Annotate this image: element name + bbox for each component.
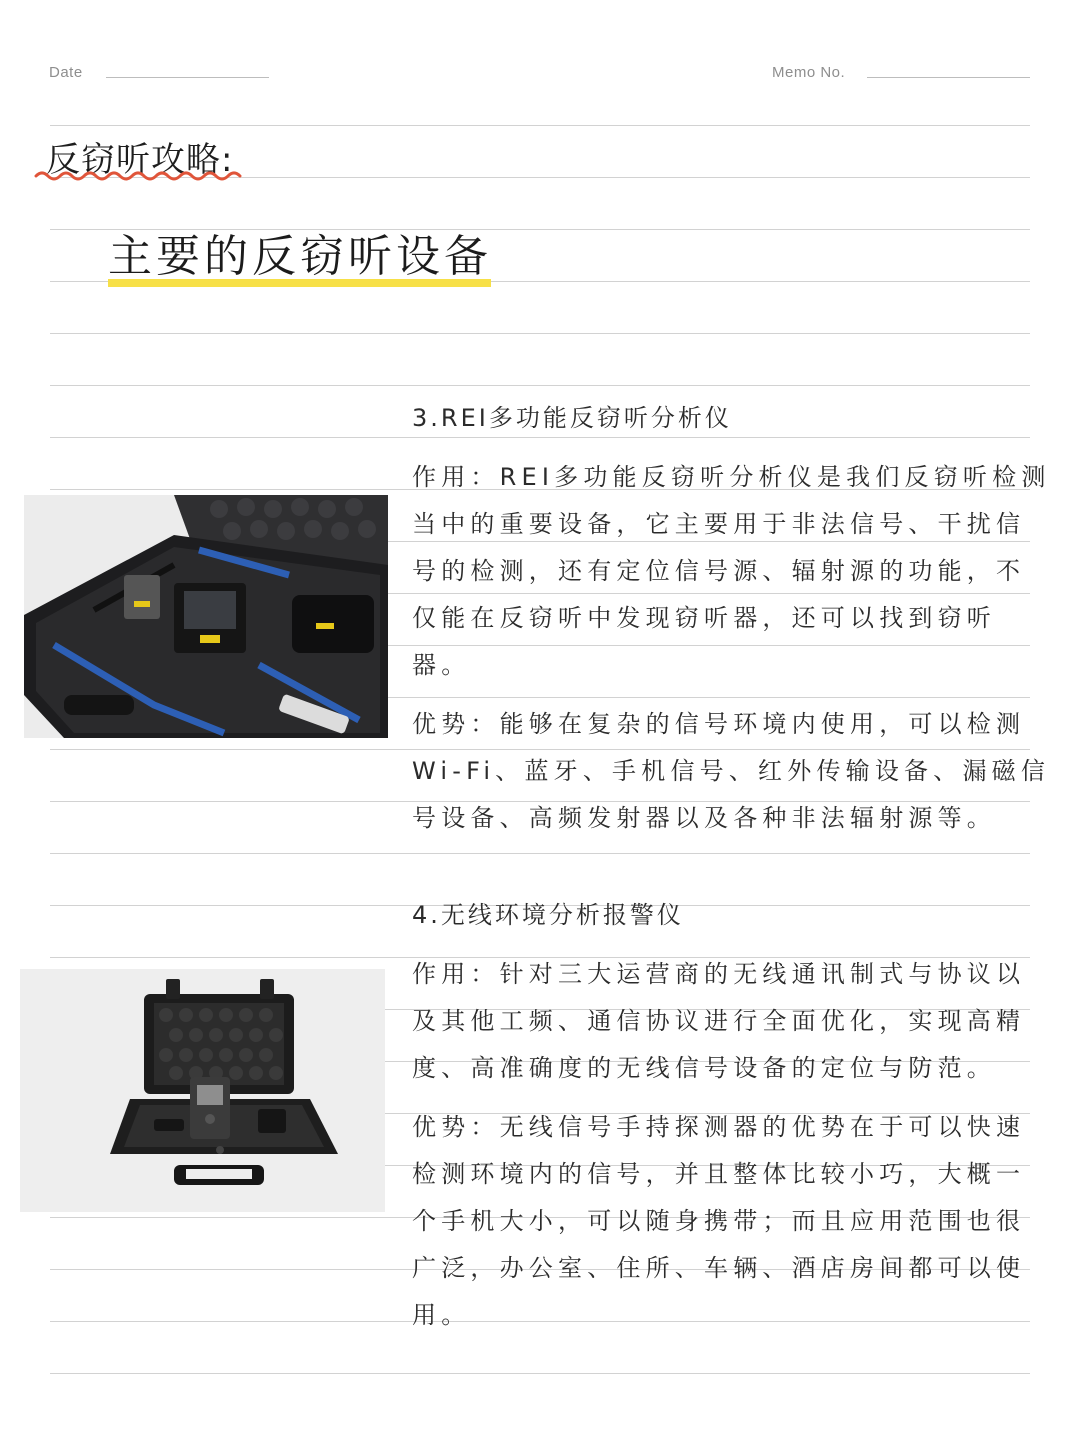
main-title: 主要的反窃听设备 <box>108 231 492 282</box>
rei-analyzer-case-photo <box>24 495 388 738</box>
memo-no-line <box>867 77 1030 78</box>
wireless-alarm-case-photo <box>20 969 385 1212</box>
wavy-underline-icon <box>34 168 246 182</box>
memo-no-label: Memo No. <box>772 64 846 81</box>
date-line <box>106 77 269 78</box>
item-3-advantage: 优势：能够在复杂的信号环境内使用，可以检测Wi-Fi、蓝牙、手机信号、红外传输设备、漏磁信号设备、高频发射器以及各种非法辐射源等。 <box>412 710 1051 832</box>
item-4-title: 4.无线环境分析报警仪 <box>412 901 684 929</box>
item-4-usage: 作用：针对三大运营商的无线通讯制式与协议以及其他工频、通信协议进行全面优化，实现高精度、高准确度的无线信号设备的定位与防范。 <box>412 960 1026 1082</box>
section-label: 反窃听攻略: <box>46 140 234 180</box>
item-3-title: 3.REI多功能反窃听分析仪 <box>412 404 732 432</box>
date-label: Date <box>49 64 83 81</box>
item-3-usage: 作用：REI多功能反窃听分析仪是我们反窃听检测当中的重要设备，它主要用于非法信号、干扰信号的检测，还有定位信号源、辐射源的功能，不仅能在反窃听中发现窃听器，还可以找到窃听器。 <box>412 463 1051 679</box>
item-4-advantage: 优势：无线信号手持探测器的优势在于可以快速检测环境内的信号，并且整体比较小巧，大概一个手机大小，可以随身携带；而且应用范围也很广泛，办公室、住所、车辆、酒店房间都可以使用。 <box>412 1113 1026 1329</box>
